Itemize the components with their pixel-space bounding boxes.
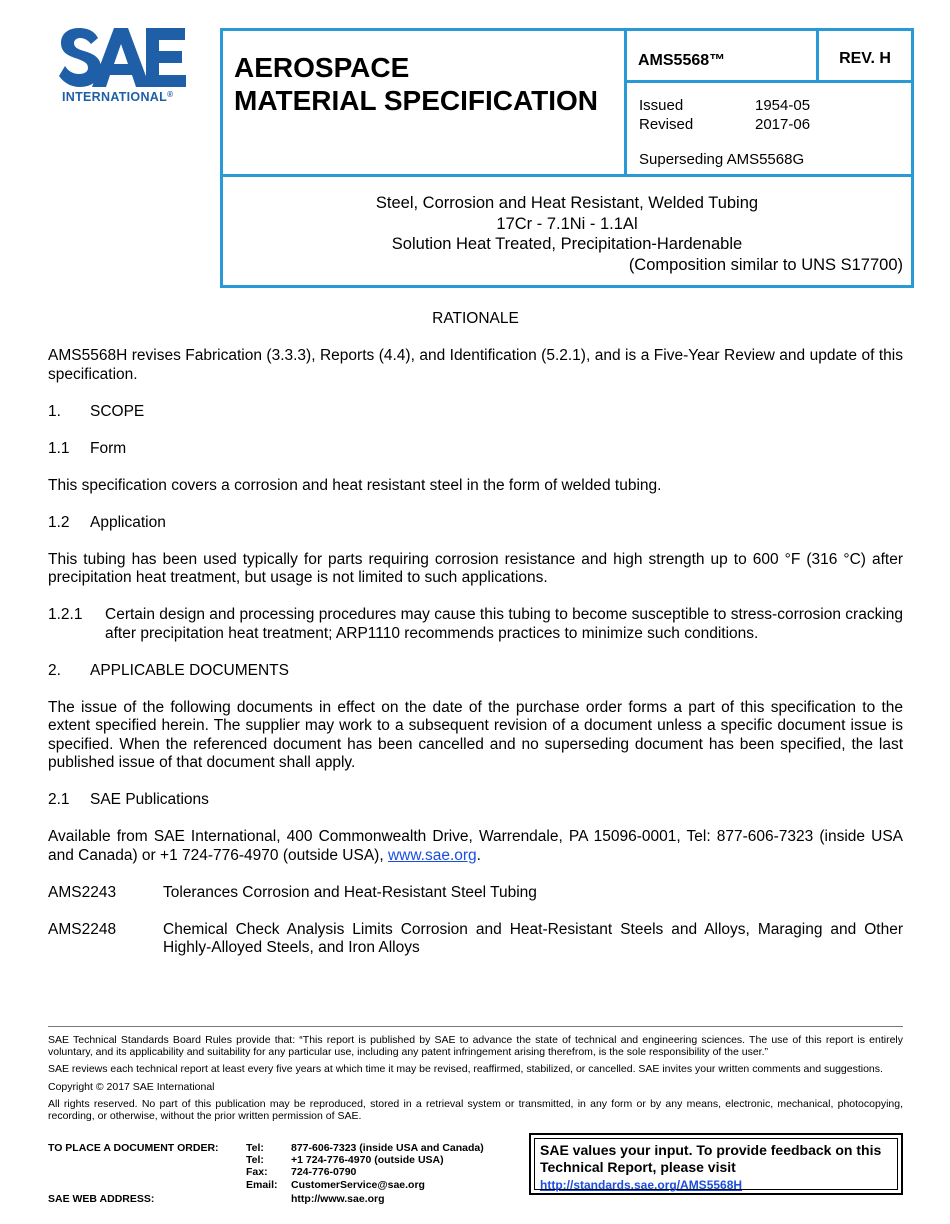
subject-line1: Steel, Corrosion and Heat Resistant, Welded Tubing [375,194,759,212]
issued-label: Issued [639,97,684,114]
web-address-label: SAE WEB ADDRESS: [48,1192,155,1205]
section-1-1-text: This specification covers a corrosion and heat resistant steel in the form of welded tubing. [48,476,662,494]
reference-row [48,884,903,903]
footer-rules-text: SAE Technical Standards Board Rules provide that: “This report is published by SAE to advance the state of technical and engineering sciences. The use of this report is entirely voluntary, and its applicability and suitability for any particular use, including any patent infringement arising therefrom, is the sole responsibility of the user.” [48,1034,903,1059]
subject-line2: 17Cr - 7.1Ni - 1.1Al [496,214,638,233]
doc-number: AMS5568™ [627,31,819,83]
subject-line3: Solution Heat Treated, Precipitation-Hardenable [391,235,743,253]
order-label: TO PLACE A DOCUMENT ORDER: [48,1142,219,1154]
header-divider [223,174,911,177]
reference-code: AMS2248 [48,920,117,938]
phone-inside-usa: 877-606-7323 (inside USA and Canada) [291,1142,484,1154]
spec-title-cell [223,31,627,177]
issued-date: 1954-05 [755,97,811,114]
issue-dates [627,83,911,177]
feedback-link[interactable]: http://standards.sae.org/AMS5568H [540,1178,743,1192]
footer-review-text: SAE reviews each technical report at least every five years at which time it may be revised, reaffirmed, stabilized, or cancelled. SAE invites your written comments and suggestions. [48,1063,883,1076]
order-contact-block: TO PLACE A DOCUMENT ORDER: Tel: 877-606-7323 (inside USA and Canada) Tel: +1 724-776-4970 (outside USA) Fax: 724-776-0790 Email: CustomerService@sae.org SAE WEB ADDRESS: http://www.sae.org [48,1142,484,1205]
sae-website-link[interactable]: www.sae.org [387,846,477,864]
rationale-heading: RATIONALE [432,310,519,327]
legal-footer [48,1026,903,1127]
superseding-note: Superseding AMS5568G [639,151,805,168]
footer-divider [48,1026,903,1027]
section-2-1-text: Available from SAE International, 400 Commonwealth Drive, Warrendale, PA 15096-0001, Tel: 877-606-7323 (inside USA and Canada) or +1 724-776-4970 (outside USA), www.sae.org. [48,828,903,864]
web-address: http://www.sae.org [291,1192,385,1205]
section-1-2-text: This tubing has been used typically for parts requiring corrosion resistance and high strength up to 600 °F (316 °C) after precipitation heat treatment, but usage is not limited to such applications. [48,550,903,586]
sae-logo-mark [58,26,188,90]
email-address: CustomerService@sae.org [291,1178,425,1191]
feedback-text: SAE values your input. To provide feedback on this Technical Report, please visit [540,1142,882,1175]
feedback-box [529,1133,903,1195]
reference-description: Chemical Check Analysis Limits Corrosion and Heat-Resistant Steels and Alloys, Maraging and Other Highly-Alloyed Steels, and Iron Alloys [163,920,903,956]
reference-code: AMS2243 [48,883,117,901]
section-2-1-heading: 2.1 SAE Publications [48,791,209,808]
spec-title-line2: MATERIAL SPECIFICATION [234,85,598,116]
rationale-text: AMS5568H revises Fabrication (3.3.3), Reports (4.4), and Identification (5.2.1), and is a Five-Year Review and update of this specification. [48,347,903,383]
section-1-2-1: 1.2.1 Certain design and processing procedures may cause this tubing to become susceptible to stress-corrosion cracking after precipitation heat treatment; ARP1110 recommends practices to minimize such conditions. [48,606,903,642]
revised-label: Revised [639,116,694,133]
revision-label: REV. H [819,31,911,83]
subject-line4: (Composition similar to UNS S17700) [628,255,903,274]
reference-row [48,921,903,958]
phone-outside-usa: +1 724-776-4970 (outside USA) [291,1154,444,1167]
revised-date: 2017-06 [755,116,811,133]
section-1-2-heading: 1.2 Application [48,513,166,531]
spec-header-box [220,28,914,288]
section-1-1-heading: 1.1 Form [48,439,127,457]
fax-number: 724-776-0790 [291,1166,357,1179]
section-2-text: The issue of the following documents in effect on the date of the purchase order forms a part of this specification to the extent specified herein. The supplier may work to a subsequent revision of a document unless a specific document issue is specified. When the referenced document has been cancelled and no superseding document has been specified, the last published issue of that document shall apply. [48,698,903,771]
reference-description: Tolerances Corrosion and Heat-Resistant Steel Tubing [163,883,537,901]
spec-title-line1: AEROSPACE [234,52,410,83]
section-2-heading: 2. APPLICABLE DOCUMENTS [48,661,289,679]
spec-subject [223,193,911,275]
document-body [48,310,903,976]
footer-rights-text: All rights reserved. No part of this publication may be reproduced, stored in a retrieval system or transmitted, in any form or by any means, electronic, mechanical, photocopying, recording, or otherwise, without the prior written permission of SAE. [48,1097,903,1123]
sae-logo-subtitle: INTERNATIONAL® [62,90,174,104]
footer-copyright: Copyright © 2017 SAE International [48,1080,215,1093]
sae-logo [58,26,188,106]
section-1-heading: 1. SCOPE [48,402,145,420]
